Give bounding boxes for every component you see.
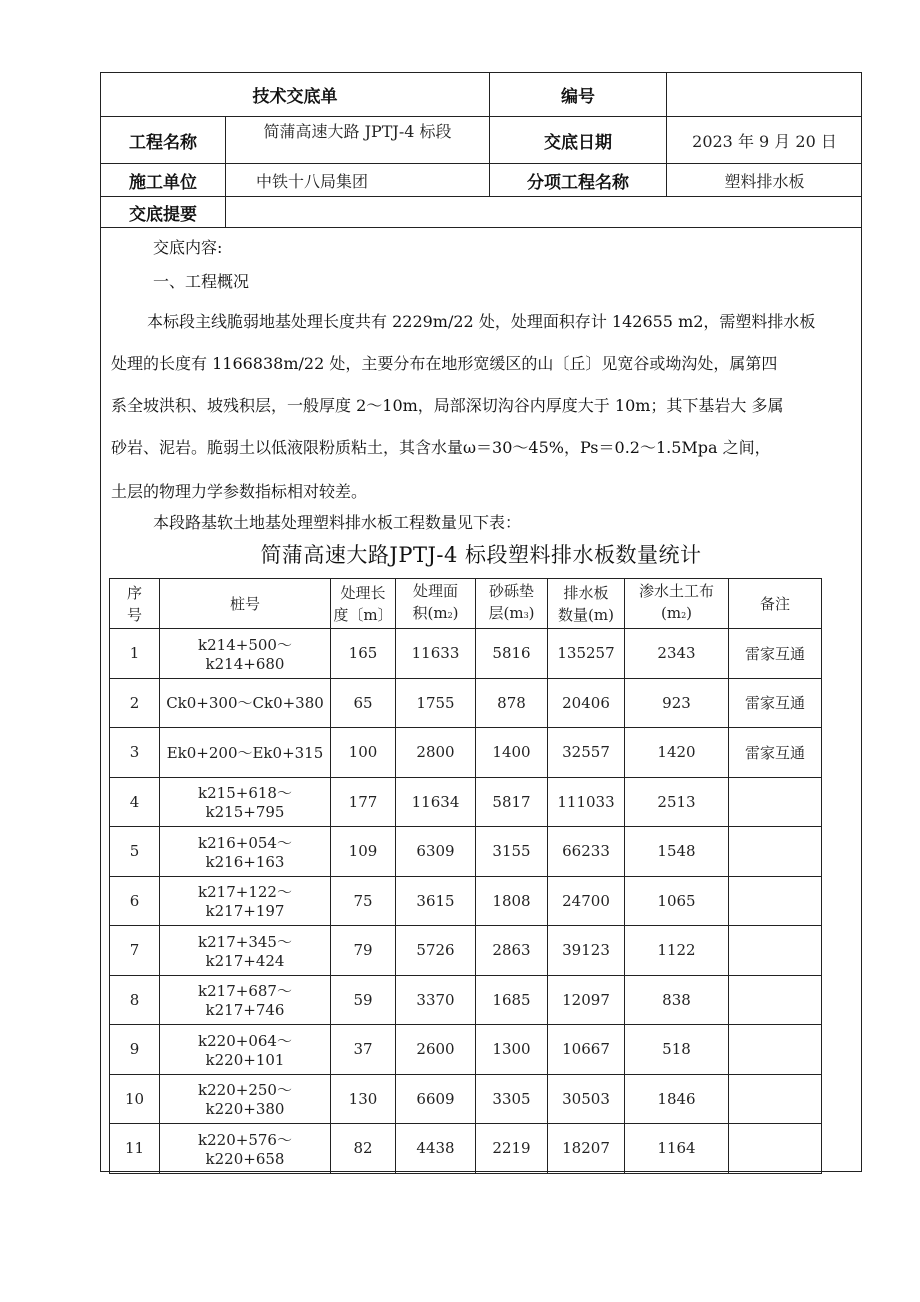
paragraph-line: 系全坡洪积、坡残积层，一般厚度 2～10m，局部深切沟谷内厚度大于 10m；其下基岩大 多属: [111, 396, 784, 415]
cell-remark: [729, 1074, 822, 1124]
number-value: [667, 73, 862, 117]
form-title: 技术交底单: [101, 73, 490, 117]
cell-station: k217+345～k217+424: [160, 926, 331, 976]
cell-gravel: 2219: [476, 1124, 548, 1174]
cell-area: 11634: [396, 777, 476, 827]
cell-board: 135257: [548, 629, 625, 679]
cell-gravel: 1685: [476, 975, 548, 1025]
paragraph-line: 土层的物理力学参数指标相对较差。: [111, 482, 368, 501]
cell-length: 130: [331, 1074, 396, 1124]
content-heading: 交底内容:: [153, 238, 223, 257]
cell-fabric: 923: [625, 678, 729, 728]
cell-board: 66233: [548, 827, 625, 877]
table-row: [110, 827, 822, 877]
cell-area: 1755: [396, 678, 476, 728]
cell-fabric: 838: [625, 975, 729, 1025]
cell-board: 32557: [548, 728, 625, 778]
cell-fabric: 1164: [625, 1124, 729, 1174]
cell-length: 59: [331, 975, 396, 1025]
section-heading: 一、工程概况: [153, 272, 250, 291]
cell-gravel: 1400: [476, 728, 548, 778]
cell-board: 111033: [548, 777, 625, 827]
cell-length: 75: [331, 876, 396, 926]
table-row: [110, 975, 822, 1025]
cell-remark: [729, 777, 822, 827]
date-label: 交底日期: [490, 117, 667, 164]
cell-length: 165: [331, 629, 396, 679]
cell-length: 79: [331, 926, 396, 976]
cell-remark: 雷家互通: [729, 678, 822, 728]
quantity-table: [109, 578, 822, 1174]
cell-length: 37: [331, 1025, 396, 1075]
cell-fabric: 1122: [625, 926, 729, 976]
cell-remark: [729, 1025, 822, 1075]
subitem-value: 塑料排水板: [667, 164, 862, 197]
cell-board: 20406: [548, 678, 625, 728]
col-header-remark: 备注: [729, 579, 822, 629]
cell-seq: 5: [110, 827, 160, 877]
cell-area: 2800: [396, 728, 476, 778]
table-row: [110, 777, 822, 827]
cell-seq: 10: [110, 1074, 160, 1124]
number-label: 编号: [490, 73, 667, 117]
paragraph-line: 本标段主线脆弱地基处理长度共有 2229m/22 处，处理面积存计 142655 m2，需塑料排水板: [147, 312, 816, 331]
cell-length: 177: [331, 777, 396, 827]
paragraph-line: 本段路基软土地基处理塑料排水板工程数量见下表：: [153, 513, 522, 532]
cell-fabric: 518: [625, 1025, 729, 1075]
cell-seq: 4: [110, 777, 160, 827]
cell-fabric: 1846: [625, 1074, 729, 1124]
cell-board: 24700: [548, 876, 625, 926]
table-row: [110, 678, 822, 728]
cell-remark: 雷家互通: [729, 629, 822, 679]
cell-station: k217+122～k217+197: [160, 876, 331, 926]
cell-seq: 9: [110, 1025, 160, 1075]
cell-seq: 7: [110, 926, 160, 976]
construction-unit-label: 施工单位: [101, 164, 226, 197]
cell-area: 2600: [396, 1025, 476, 1075]
cell-length: 109: [331, 827, 396, 877]
cell-seq: 2: [110, 678, 160, 728]
cell-area: 5726: [396, 926, 476, 976]
construction-unit-value: 中铁十八局集团: [226, 164, 490, 197]
cell-station: k217+687～k217+746: [160, 975, 331, 1025]
cell-area: 6609: [396, 1074, 476, 1124]
cell-gravel: 878: [476, 678, 548, 728]
cell-station: k220+576～k220+658: [160, 1124, 331, 1174]
table-row: [110, 629, 822, 679]
cell-seq: 3: [110, 728, 160, 778]
cell-length: 65: [331, 678, 396, 728]
cell-fabric: 2513: [625, 777, 729, 827]
cell-seq: 1: [110, 629, 160, 679]
cell-gravel: 3305: [476, 1074, 548, 1124]
cell-fabric: 2343: [625, 629, 729, 679]
project-name-value: 简蒲高速大路 JPTJ-4 标段: [226, 117, 490, 164]
subitem-label: 分项工程名称: [490, 164, 667, 197]
cell-remark: [729, 1124, 822, 1174]
cell-board: 12097: [548, 975, 625, 1025]
table-row: [110, 1124, 822, 1174]
cell-gravel: 2863: [476, 926, 548, 976]
cell-remark: [729, 827, 822, 877]
cell-board: 18207: [548, 1124, 625, 1174]
cell-area: 6309: [396, 827, 476, 877]
cell-gravel: 5816: [476, 629, 548, 679]
cell-station: Ek0+200～Ek0+315: [160, 728, 331, 778]
cell-fabric: 1420: [625, 728, 729, 778]
cell-area: 4438: [396, 1124, 476, 1174]
technical-disclosure-form: [100, 72, 862, 1172]
cell-fabric: 1548: [625, 827, 729, 877]
col-header-station: 桩号: [160, 579, 331, 629]
cell-seq: 11: [110, 1124, 160, 1174]
cell-length: 100: [331, 728, 396, 778]
col-header-length: 处理长 度〔m〕: [331, 579, 396, 629]
table-row: [110, 1074, 822, 1124]
cell-area: 11633: [396, 629, 476, 679]
cell-board: 30503: [548, 1074, 625, 1124]
cell-gravel: 1300: [476, 1025, 548, 1075]
cell-station: k220+064～k220+101: [160, 1025, 331, 1075]
cell-station: k220+250～k220+380: [160, 1074, 331, 1124]
summary-label: 交底提要: [101, 197, 226, 228]
col-header-area: 处理面 积(m2): [396, 579, 476, 629]
cell-fabric: 1065: [625, 876, 729, 926]
col-header-seq: 序 号: [110, 579, 160, 629]
paragraph-line: 处理的长度有 1166838m/22 处，主要分布在地形宽缓区的山〔丘〕见宽谷或坳沟处，属第四: [111, 354, 778, 373]
summary-value: [226, 197, 862, 228]
cell-remark: [729, 926, 822, 976]
cell-board: 39123: [548, 926, 625, 976]
project-name-label: 工程名称: [101, 117, 226, 164]
table-row: [110, 926, 822, 976]
table-row: [110, 728, 822, 778]
cell-length: 82: [331, 1124, 396, 1174]
cell-gravel: 3155: [476, 827, 548, 877]
date-value: 2023 年 9 月 20 日: [667, 117, 862, 164]
cell-remark: [729, 876, 822, 926]
col-header-fabric: 渗水土工布 (m2): [625, 579, 729, 629]
paragraph-line: 砂岩、泥岩。脆弱土以低液限粉质粘土，其含水量ω＝30～45%，Ps＝0.2～1.5Mpa 之间，: [111, 438, 771, 457]
cell-gravel: 5817: [476, 777, 548, 827]
cell-station: Ck0+300～Ck0+380: [160, 678, 331, 728]
cell-area: 3615: [396, 876, 476, 926]
cell-remark: [729, 975, 822, 1025]
cell-station: k216+054～k216+163: [160, 827, 331, 877]
col-header-board: 排水板 数量(m): [548, 579, 625, 629]
cell-gravel: 1808: [476, 876, 548, 926]
table-row: [110, 1025, 822, 1075]
cell-remark: 雷家互通: [729, 728, 822, 778]
table-header-row: [110, 579, 822, 629]
table-row: [110, 876, 822, 926]
cell-station: k215+618～k215+795: [160, 777, 331, 827]
cell-station: k214+500～k214+680: [160, 629, 331, 679]
cell-area: 3370: [396, 975, 476, 1025]
col-header-gravel: 砂砾垫 层(m3): [476, 579, 548, 629]
cell-board: 10667: [548, 1025, 625, 1075]
cell-seq: 6: [110, 876, 160, 926]
cell-seq: 8: [110, 975, 160, 1025]
table-title: 简蒲高速大路JPTJ-4 标段塑料排水板数量统计: [260, 543, 702, 567]
